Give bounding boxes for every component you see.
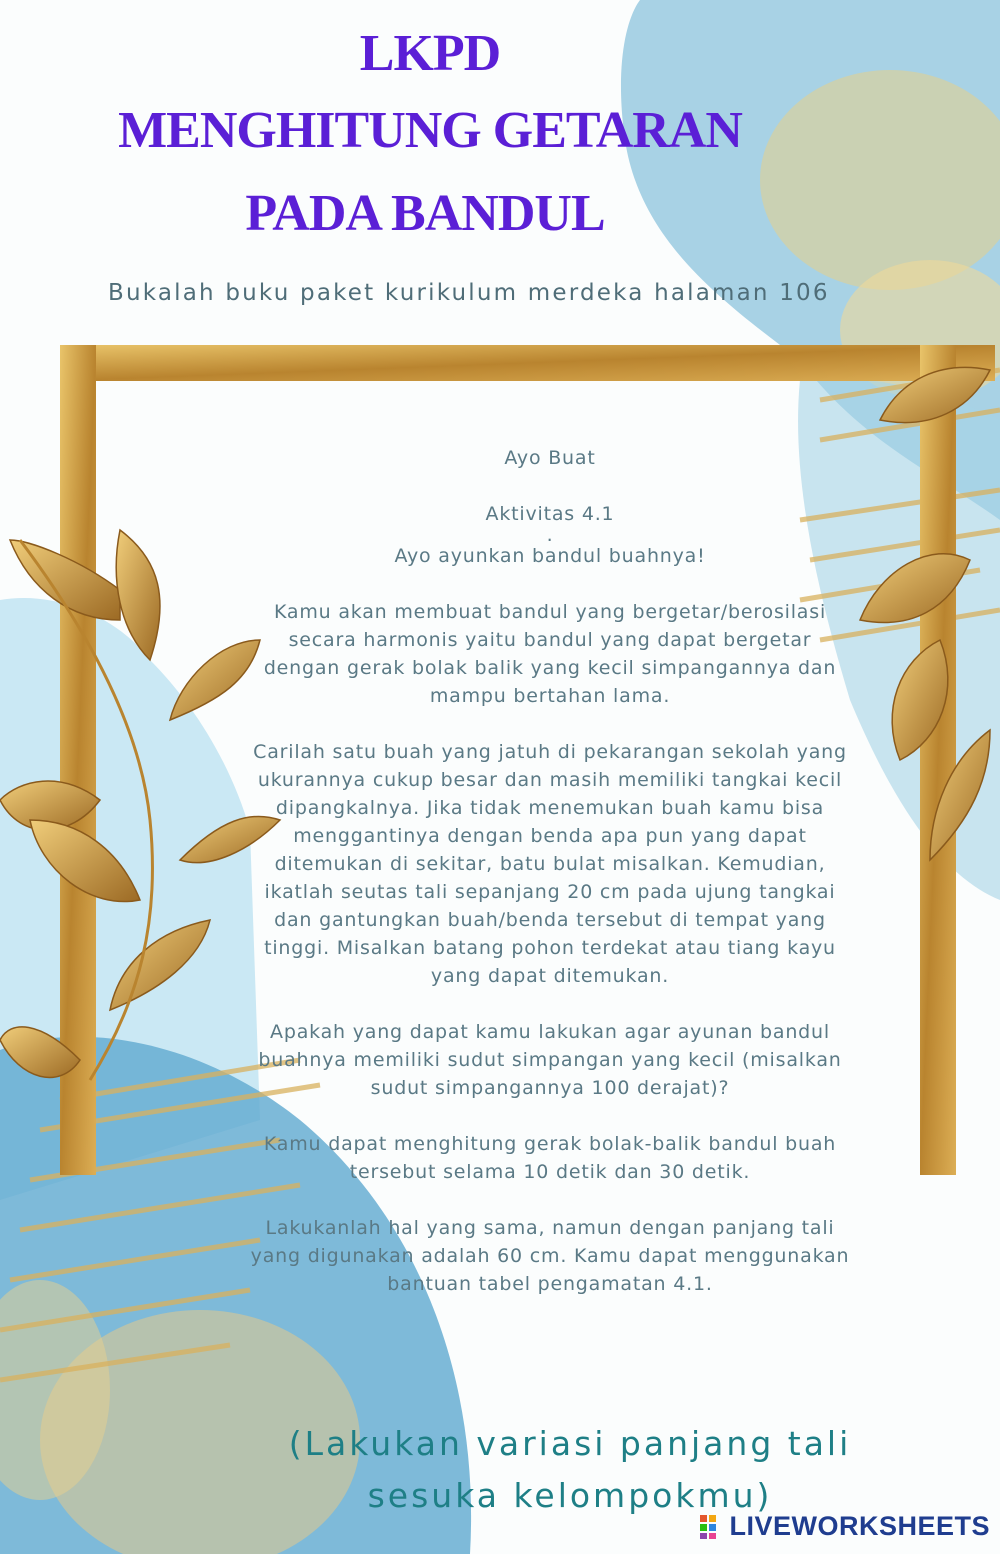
title-line-3: PADA BANDUL [245, 185, 605, 242]
liveworksheets-brand[interactable] [699, 1511, 990, 1542]
variation-note-line-1: (Lakukan variasi panjang tali [288, 1424, 852, 1463]
activity-content [250, 444, 850, 1298]
activity-heading: Ayo Buat [504, 447, 596, 469]
activity-subheading: Ayo ayunkan bandul buahnya! [394, 545, 706, 567]
title-line-1: LKPD [359, 25, 501, 82]
variation-note-line-2: sesuka kelompokmu) [367, 1476, 773, 1515]
liveworksheets-brand-name: LIVEWORKSHEETS [729, 1511, 990, 1541]
book-instruction: Bukalah buku paket kurikulum merdeka halaman 106 [108, 280, 830, 306]
paragraph-2: Carilah satu buah yang jatuh di pekarangan sekolah yang ukurannya cukup besar dan masih memiliki tangkai kecil dipangkalnya. Jika tidak menemukan buah kamu bisa menggantinya dengan benda apa pun yang dapat ditemukan di sekitar, batu bulat misalkan. Kemudian, ikatlah seutas tali sepanjang 20 cm pada ujung tangkai dan gantungkan buah/benda tersebut di tempat yang tinggi. Misalkan batang pohon terdekat atau tiang kayu yang dapat ditemukan. [253, 741, 847, 987]
variation-note [200, 1418, 940, 1522]
activity-dot: . [546, 524, 554, 546]
paragraph-1: Kamu akan membuat bandul yang bergetar/berosilasi secara harmonis yaitu bandul yang dapat bergetar dengan gerak bolak balik yang kecil simpangannya dan mampu bertahan lama. [263, 601, 837, 707]
liveworksheets-logo-icon [699, 1514, 725, 1540]
activity-number: Aktivitas 4.1 [485, 503, 615, 525]
paragraph-5: Lakukanlah hal yang sama, namun dengan panjang tali yang digunakan adalah 60 cm. Kamu dapat menggunakan bantuan tabel pengamatan 4.1. [250, 1217, 850, 1295]
paragraph-4: Kamu dapat menghitung gerak bolak-balik bandul buah tersebut selama 10 detik dan 30 detik. [263, 1133, 837, 1183]
title-line-2: MENGHITUNG GETARAN [118, 102, 742, 159]
paragraph-3: Apakah yang dapat kamu lakukan agar ayunan bandul buahnya memiliki sudut simpangan yang kecil (misalkan sudut simpangannya 100 derajat)? [258, 1021, 842, 1099]
